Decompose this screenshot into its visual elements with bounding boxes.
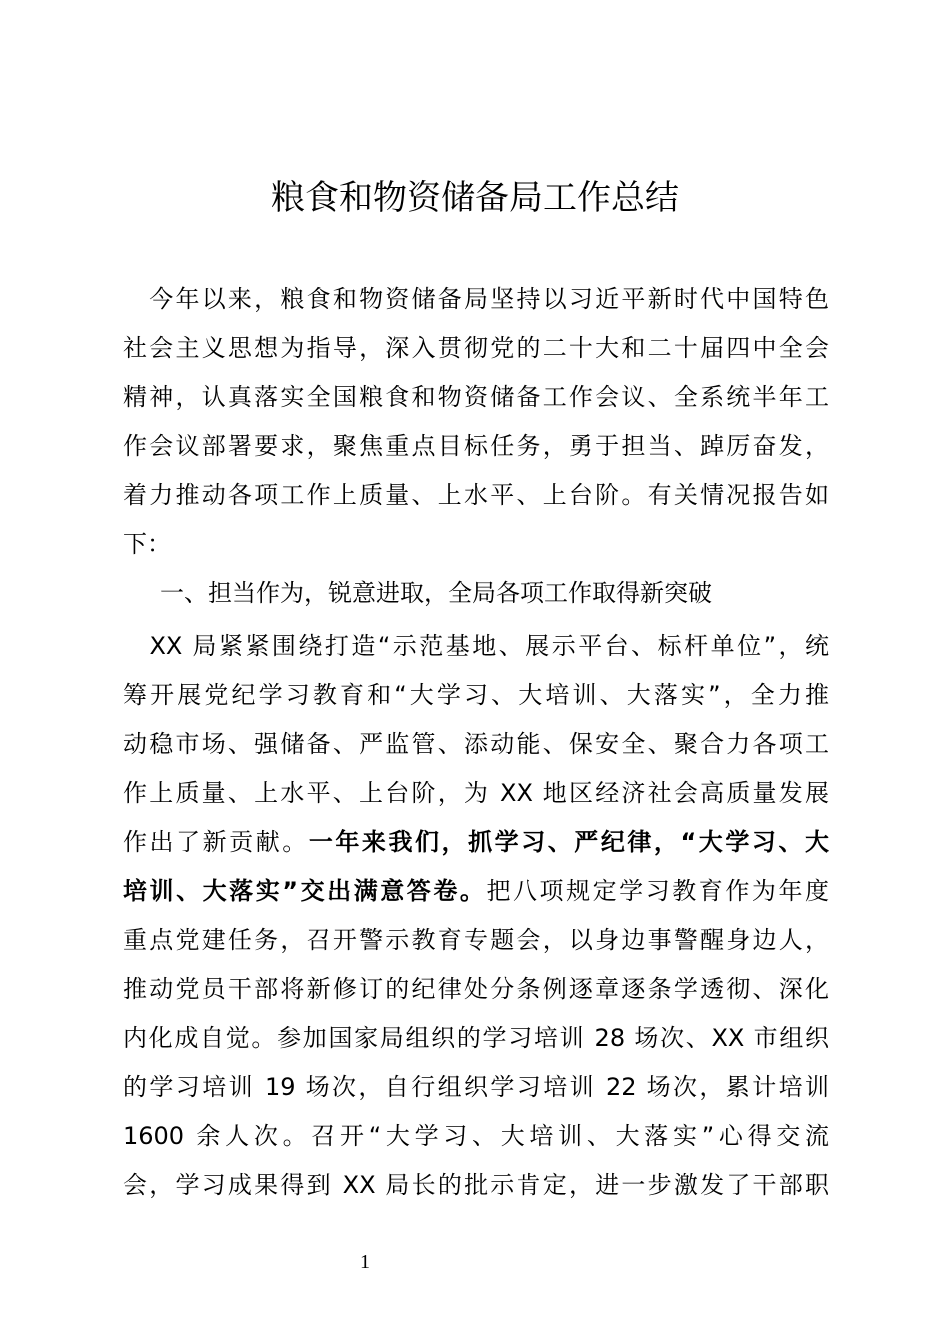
page-number: 1 bbox=[360, 1251, 370, 1273]
section-heading: 一、担当作为，锐意进取，全局各项工作取得新突破 bbox=[160, 579, 712, 607]
body-line: 的学习培训 19 场次，自行组织学习培训 22 场次，累计培训 bbox=[123, 1073, 829, 1101]
body-line: 动稳市场、强储备、严监管、添动能、保安全、聚合力各项工 bbox=[123, 730, 829, 758]
body-line: XX 局紧紧围绕打造“示范基地、展示平台、标杆单位”，统 bbox=[123, 632, 829, 660]
intro-line: 作会议部署要求，聚焦重点目标任务，勇于担当、踔厉奋发， bbox=[123, 432, 829, 460]
intro-line: 着力推动各项工作上质量、上水平、上台阶。有关情况报告如 bbox=[123, 481, 829, 509]
bold-summary-text: 培训、大落实”交出满意答卷。 bbox=[123, 877, 487, 905]
intro-line: 社会主义思想为指导，深入贯彻党的二十大和二十届四中全会 bbox=[123, 334, 829, 362]
body-line-mixed bbox=[123, 824, 829, 860]
intro-line: 下： bbox=[123, 530, 171, 558]
body-line: 重点党建任务，召开警示教育专题会，以身边事警醒身边人， bbox=[123, 926, 829, 954]
body-line-mixed bbox=[123, 873, 829, 909]
body-line: 推动党员干部将新修订的纪律处分条例逐章逐条学透彻、深化 bbox=[123, 975, 829, 1003]
intro-line: 今年以来，粮食和物资储备局坚持以习近平新时代中国特色 bbox=[123, 285, 829, 313]
body-line: 会，学习成果得到 XX 局长的批示肯定，进一步激发了干部职 bbox=[123, 1171, 829, 1199]
body-text: 把八项规定学习教育作为年度 bbox=[486, 877, 829, 905]
body-text: 作出了新贡献。 bbox=[123, 828, 309, 856]
body-line: 1600 余人次。召开“大学习、大培训、大落实”心得交流 bbox=[123, 1122, 829, 1150]
intro-line: 精神，认真落实全国粮食和物资储备工作会议、全系统半年工 bbox=[123, 383, 829, 411]
body-line: 作上质量、上水平、上台阶，为 XX 地区经济社会高质量发展 bbox=[123, 779, 829, 807]
document-title: 粮食和物资储备局工作总结 bbox=[271, 178, 679, 218]
bold-summary-text: 一年来我们，抓学习、严纪律，“大学习、大 bbox=[308, 828, 829, 856]
body-line: 内化成自觉。参加国家局组织的学习培训 28 场次、XX 市组织 bbox=[123, 1024, 829, 1052]
body-line: 筹开展党纪学习教育和“大学习、大培训、大落实”，全力推 bbox=[123, 681, 829, 709]
